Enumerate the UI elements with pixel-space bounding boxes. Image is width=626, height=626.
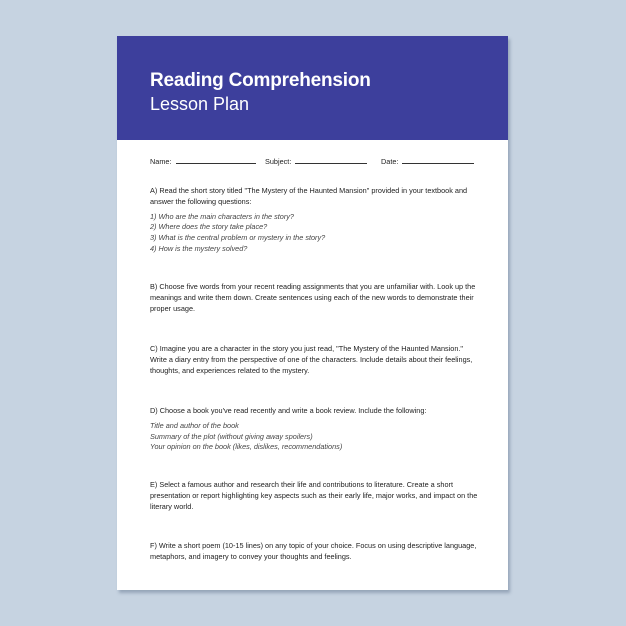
list-item: 4) How is the mystery solved? [150, 243, 248, 253]
header-banner [117, 36, 508, 140]
section-f [150, 541, 480, 563]
section-c [150, 344, 480, 376]
section-d-items [150, 421, 480, 453]
date-line[interactable] [402, 156, 474, 164]
section-a [150, 186, 480, 255]
subject-field[interactable] [265, 156, 367, 166]
section-a-text: A) Read the short story titled "The Mystery of the Haunted Mansion" provided in your textbook and answer the following questions: [150, 186, 468, 206]
lesson-plan-page [117, 36, 508, 590]
date-field[interactable] [381, 156, 474, 166]
list-item: Summary of the plot (without giving away spoilers) [150, 431, 313, 441]
name-line[interactable] [176, 156, 256, 164]
section-d [150, 406, 480, 453]
section-d-text: D) Choose a book you've read recently and write a book review. Include the following: [150, 406, 427, 415]
section-c-text: C) Imagine you are a character in the story you just read, "The Mystery of the Haunted Mansion." Write a diary entry from the perspective of one of the characters. Include details about their feelings, thoughts, and experiences related to the mystery. [150, 344, 473, 375]
section-e [150, 480, 480, 512]
list-item: 3) What is the central problem or mystery in the story? [150, 233, 326, 243]
page-title: Reading Comprehension [150, 70, 371, 91]
page-subtitle: Lesson Plan [150, 94, 250, 114]
list-item: Title and author of the book [150, 420, 239, 430]
name-field[interactable] [150, 156, 256, 166]
section-a-questions [150, 212, 480, 255]
section-e-text: E) Select a famous author and research their life and contributions to literature. Create a short presentation or report highlighting key aspects such as their early life, major works, and impact on the literary world. [150, 480, 478, 511]
date-label: Date: [381, 157, 399, 166]
section-b [150, 282, 480, 314]
list-item: 2) Where does the story take place? [150, 222, 268, 232]
list-item: 1) Who are the main characters in the story? [150, 211, 294, 221]
section-f-text: F) Write a short poem (10-15 lines) on any topic of your choice. Focus on using descriptive language, metaphors, and imagery to convey your thoughts and feelings. [150, 541, 477, 561]
subject-label: Subject: [265, 157, 292, 166]
section-b-text: B) Choose five words from your recent reading assignments that you are unfamiliar with. Look up the meanings and write them down. Create sentences using each of the new words to demonstrate their proper usage. [150, 282, 476, 313]
subject-line[interactable] [295, 156, 367, 164]
student-info-fields [150, 156, 480, 168]
name-label: Name: [150, 157, 172, 166]
list-item: Your opinion on the book (likes, dislikes, recommendations) [150, 442, 343, 452]
